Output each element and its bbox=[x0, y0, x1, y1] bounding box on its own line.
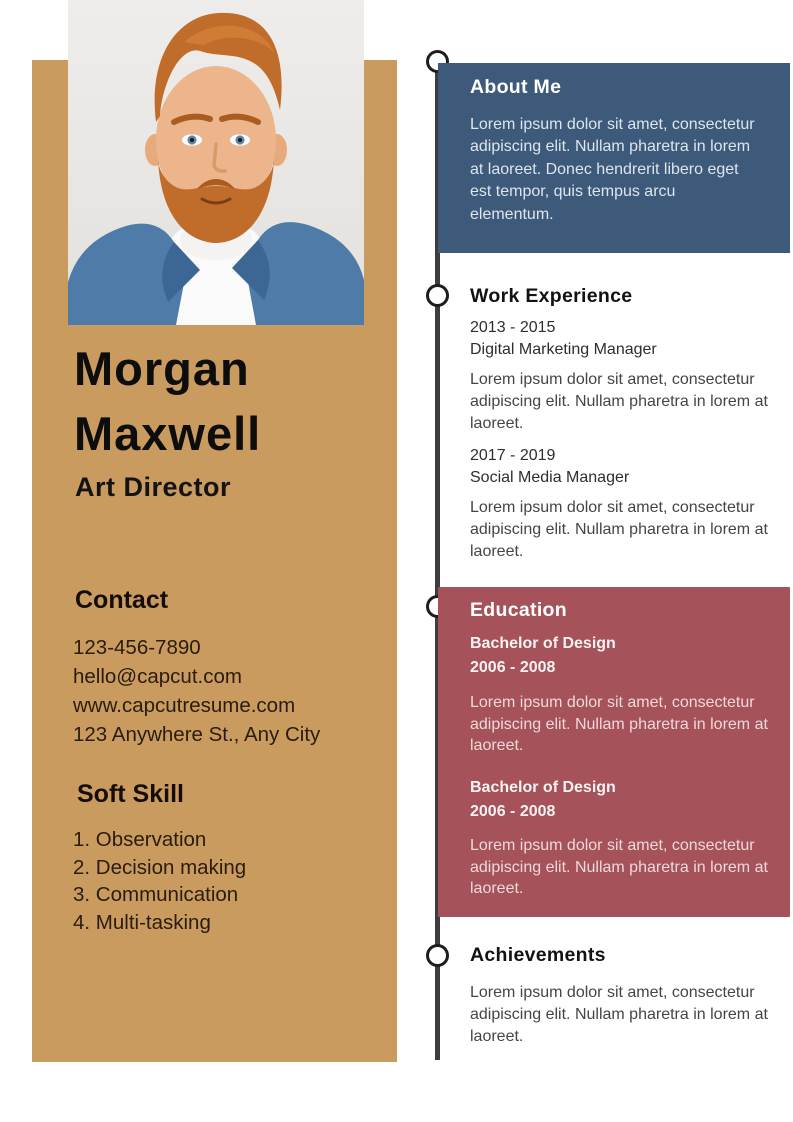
achievements-heading: Achievements bbox=[470, 944, 606, 966]
work-entry-title: Social Media Manager bbox=[470, 469, 630, 486]
education-entry-period: 2006 - 2008 bbox=[470, 803, 556, 820]
portrait-illustration bbox=[68, 0, 364, 325]
timeline-marker-achievements bbox=[426, 944, 449, 967]
education-entry-period: 2006 - 2008 bbox=[470, 659, 556, 676]
person-name-last: Maxwell bbox=[74, 407, 262, 460]
work-entry-body: Lorem ipsum dolor sit amet, consectetur adipiscing elit. Nullam pharetra in lorem at laoreet. bbox=[470, 499, 768, 560]
contact-phone: 123-456-7890 bbox=[73, 636, 201, 659]
contact-address: 123 Anywhere St., Any City bbox=[73, 723, 321, 746]
skill-item: 2. Decision making bbox=[73, 855, 247, 879]
timeline-marker-work bbox=[426, 284, 449, 307]
contact-list bbox=[73, 633, 320, 749]
education-entry-body: Lorem ipsum dolor sit amet, consectetur adipiscing elit. Nullam pharetra in lorem at laoreet. bbox=[470, 837, 768, 897]
job-title: Art Director bbox=[75, 472, 232, 502]
work-entry-period: 2013 - 2015 bbox=[470, 319, 556, 336]
education-entry-degree: Bachelor of Design bbox=[470, 779, 616, 796]
skill-item: 1. Observation bbox=[73, 828, 207, 851]
about-me-body: Lorem ipsum dolor sit amet, consectetur adipiscing elit. Nullam pharetra in lorem at laoreet. Donec hendrerit libero eget est tempor, quis tempus arcu elementum. bbox=[470, 116, 755, 223]
person-name-first: Morgan bbox=[74, 342, 250, 395]
contact-email: hello@capcut.com bbox=[73, 665, 242, 688]
education-entry-degree: Bachelor of Design bbox=[470, 635, 616, 652]
about-me-heading: About Me bbox=[470, 76, 562, 98]
education-heading: Education bbox=[470, 599, 567, 621]
education-entry-body: Lorem ipsum dolor sit amet, consectetur adipiscing elit. Nullam pharetra in lorem at laoreet. bbox=[470, 694, 768, 754]
work-entry-title: Digital Marketing Manager bbox=[470, 341, 657, 358]
work-experience-heading: Work Experience bbox=[470, 285, 633, 307]
profile-photo bbox=[68, 0, 364, 325]
skill-item: 4. Multi-tasking bbox=[73, 910, 211, 934]
soft-skill-heading: Soft Skill bbox=[77, 780, 184, 808]
skill-item: 3. Communication bbox=[73, 883, 239, 906]
work-entry-body: Lorem ipsum dolor sit amet, consectetur adipiscing elit. Nullam pharetra in lorem at laoreet. bbox=[470, 371, 768, 432]
soft-skill-list bbox=[73, 826, 246, 936]
work-entry-period: 2017 - 2019 bbox=[470, 447, 556, 464]
person-name bbox=[74, 336, 261, 466]
contact-website: www.capcutresume.com bbox=[73, 694, 296, 717]
achievements-body: Lorem ipsum dolor sit amet, consectetur adipiscing elit. Nullam pharetra in lorem at laoreet. bbox=[470, 984, 768, 1045]
contact-heading: Contact bbox=[75, 586, 169, 614]
